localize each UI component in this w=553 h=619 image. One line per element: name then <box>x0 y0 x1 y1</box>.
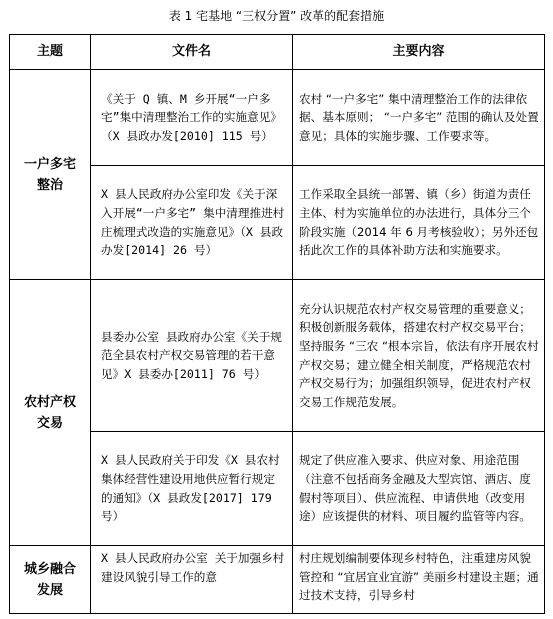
file-name-cell: X 县人民政府办公室印发《关于深入开展“一户多宅” 集中清理推进村庄梳理式改造的实施意见》（X 县政办发[2014] 26 号） <box>91 166 293 280</box>
file-name-cell: 县委办公室 县政府办公室《关于规范全县农村产权交易管理的若干意见》X 县委办[2011] 76 号） <box>91 280 293 432</box>
measures-table <box>9 34 545 614</box>
file-name-cell: X 县人民政府关于印发《X 县农村集体经营性建设用地供应暂行规定的通知》（X 县政发[2017] 179 号） <box>91 432 293 546</box>
table-row <box>10 432 545 546</box>
file-name-cell: X 县人民政府办公室 关于加强乡村建设风貌引导工作的意 <box>91 546 293 614</box>
file-name-cell: 《关于 Q 镇、M 乡开展“一户多宅”集中清理整治工作的实施意见》（X 县政办发[2010] 115 号） <box>91 70 293 166</box>
topic-cell: 城乡融合发展 <box>10 546 91 614</box>
content-cell: 规定了供应准入要求、供应对象、用途范围（注意不包括商务金融及大型宾馆、酒店、度假村等项目）、供应流程、申请供地（改变用途）应该提供的材料、项目履约监管等内容。 <box>293 432 545 546</box>
header-main-content: 主要内容 <box>293 35 545 70</box>
table-row <box>10 280 545 432</box>
content-cell: 农村 “一户多宅” 集中清理整治工作的法律依据、基本原则； “一户多宅” 范围的确认及处置意见；具体的实施步骤、工作要求等。 <box>293 70 545 166</box>
content-cell: 工作采取全县统一部署、镇（乡）街道为责任主体、村为实施单位的办法进行，具体分三个阶段实施（2014 年 6 月考核验收）；另外还包括此次工作的具体补助方法和实施要求。 <box>293 166 545 280</box>
table-header-row <box>10 35 545 70</box>
table-row <box>10 166 545 280</box>
header-file-name: 文件名 <box>91 35 293 70</box>
header-topic: 主题 <box>10 35 91 70</box>
table-row <box>10 546 545 614</box>
content-cell: 村庄规划编制要体现乡村特色，注重建房风貌管控和 “宜居宜业宜游” 美丽乡村建设主题；通过技术支持，引导乡村 <box>293 546 545 614</box>
content-cell: 充分认识规范农村产权交易管理的重要意义；积极创新服务载体，搭建农村产权交易平台；坚持服务 “三农 “根本宗旨，依法有序开展农村产权交易；建立健全相关制度，严格规范农村产权交易行为；加强组织领导，促进农村产权交易工作规范发展。 <box>293 280 545 432</box>
table-caption: 表 1 宅基地 “三权分置” 改革的配套措施 <box>168 9 385 23</box>
table-row <box>10 70 545 166</box>
topic-cell: 一户多宅整治 <box>10 70 91 280</box>
topic-cell: 农村产权交易 <box>10 280 91 546</box>
